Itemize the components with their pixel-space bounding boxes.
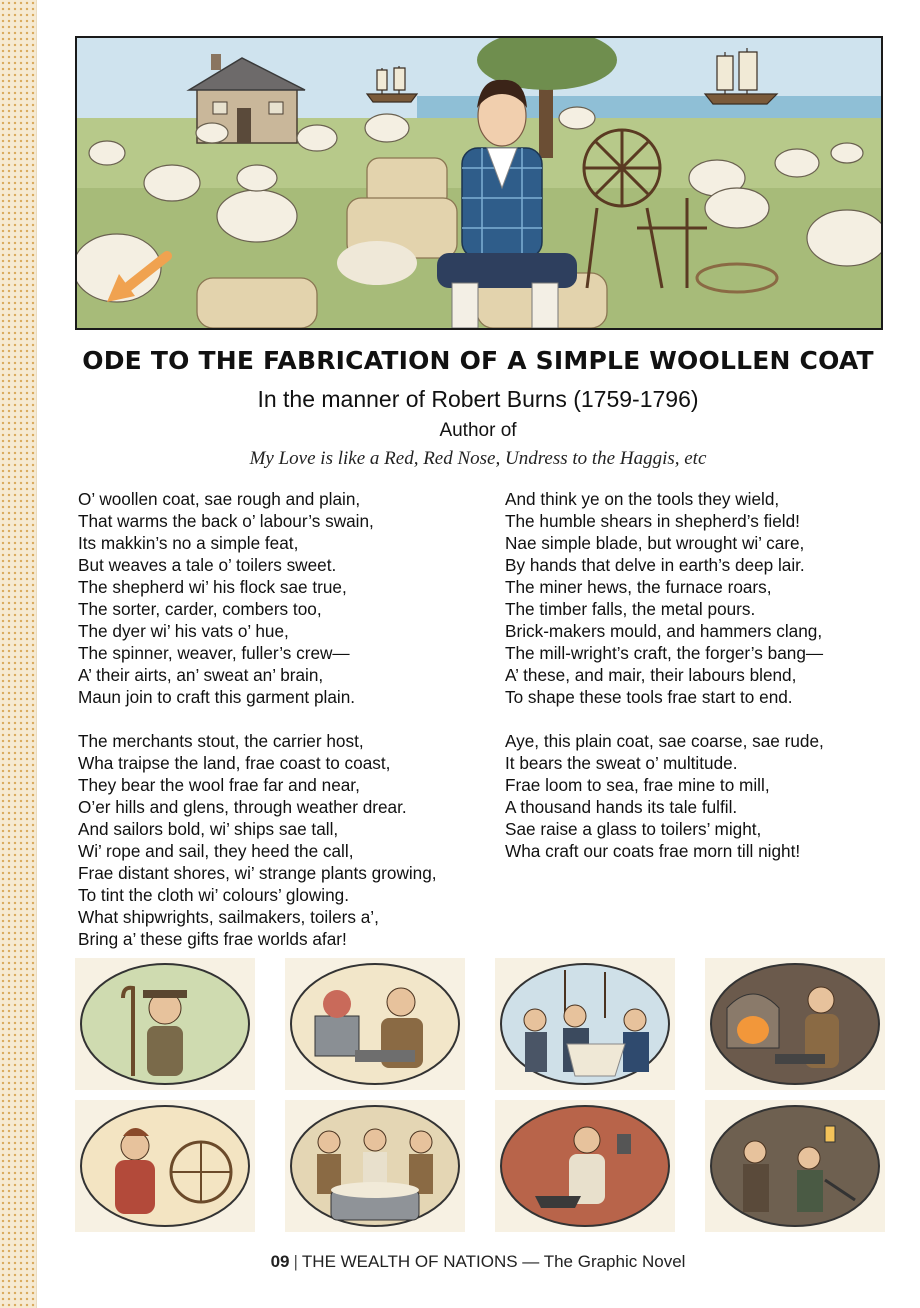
poem-line: A thousand hands its tale fulfil. [505,797,738,817]
page-number: 09 [270,1252,290,1271]
poem-line: They bear the wool frae far and near, [78,775,360,795]
poem-line: And sailors bold, wi’ ships sae tall, [78,819,339,839]
poem-line: Nae simple blade, but wrought wi’ care, [505,533,805,553]
poem-line: To tint the cloth wi’ colours’ glowing. [78,885,349,905]
poem-line: By hands that delve in earth’s deep lair. [505,555,805,575]
poem-line: The miner hews, the furnace roars, [505,577,772,597]
poem-line: It bears the sweat o’ multitude. [505,753,738,773]
poem-line: What shipwrights, sailmakers, toilers a’, [78,907,379,927]
author-of-label: Author of [439,420,517,441]
poem-stanza [78,730,488,950]
poem-stanza [78,488,488,708]
vignette-grid [73,956,887,1238]
poem-line: Sae raise a glass to toilers’ might, [505,819,762,839]
poem-line: A’ these, and mair, their labours blend, [505,665,797,685]
poem-line: O’er hills and glens, through weather drear. [78,797,407,817]
poem-line: Wha craft our coats frae morn till night! [505,841,801,861]
poem-line: The mill-wright’s craft, the forger’s bang— [505,643,824,663]
page-edge-texture [0,0,37,1308]
sailors-vignette [495,958,675,1090]
poem-stanza [505,488,895,708]
poem-line: Its makkin’s no a simple feat, [78,533,299,553]
poem-line: Bring a’ these gifts frae worlds afar! [78,929,347,949]
blacksmith-vignette [705,958,885,1090]
poem-stanza [505,730,895,862]
poem-line: Wi’ rope and sail, they heed the call, [78,841,354,861]
poem-line: Frae distant shores, wi’ strange plants growing, [78,863,437,883]
poem-line: The merchants stout, the carrier host, [78,731,364,751]
poem-line: Brick-makers mould, and hammers clang, [505,621,823,641]
poem-line: Wha traipse the land, frae coast to coast, [78,753,391,773]
poem-line: Aye, this plain coat, sae coarse, sae rude, [505,731,824,751]
poem-line: And think ye on the tools they wield, [505,489,780,509]
poem-line: The shepherd wi’ his flock sae true, [78,577,347,597]
miners-vignette [705,1100,885,1232]
hero-illustration [75,36,883,330]
poem-line: The dyer wi’ his vats o’ hue, [78,621,289,641]
poem-line: A’ their airts, an’ sweat an’ brain, [78,665,324,685]
dyer-vignette [285,958,465,1090]
poem-column-left [78,488,488,972]
wool-tub-icon [317,1129,433,1220]
poem-line: But weaves a tale o’ toilers sweet. [78,555,337,575]
spinner-vignette [75,1100,255,1232]
poem-line: The spinner, weaver, fuller’s crew— [78,643,350,663]
shepherd-icon [123,988,187,1076]
poem-line: The sorter, carder, combers too, [78,599,322,619]
poem-line: That warms the back o’ labour’s swain, [78,511,374,531]
page-footer [36,1252,920,1272]
shepherd-vignette [75,958,255,1090]
poem-column-right [505,488,895,884]
poem-line: The humble shears in shepherd’s field! [505,511,800,531]
poem-line: O’ woollen coat, sae rough and plain, [78,489,361,509]
page-title: ODE TO THE FABRICATION OF A SIMPLE WOOLLEN COAT [82,346,874,375]
poem-line: Maun join to craft this garment plain. [78,687,356,707]
poem-line: The timber falls, the metal pours. [505,599,756,619]
page-subtitle: In the manner of Robert Burns (1759-1796) [257,386,699,412]
toolmaker-vignette [495,1100,675,1232]
wool-sorters-vignette [285,1100,465,1232]
poem-line: To shape these tools frae start to end. [505,687,793,707]
footer-separator: | [293,1252,298,1271]
footer-title: THE WEALTH OF NATIONS — The Graphic Novel [301,1252,686,1271]
author-works: My Love is like a Red, Red Nose, Undress to the Haggis, etc [249,448,707,469]
poem-line: Frae loom to sea, frae mine to mill, [505,775,770,795]
